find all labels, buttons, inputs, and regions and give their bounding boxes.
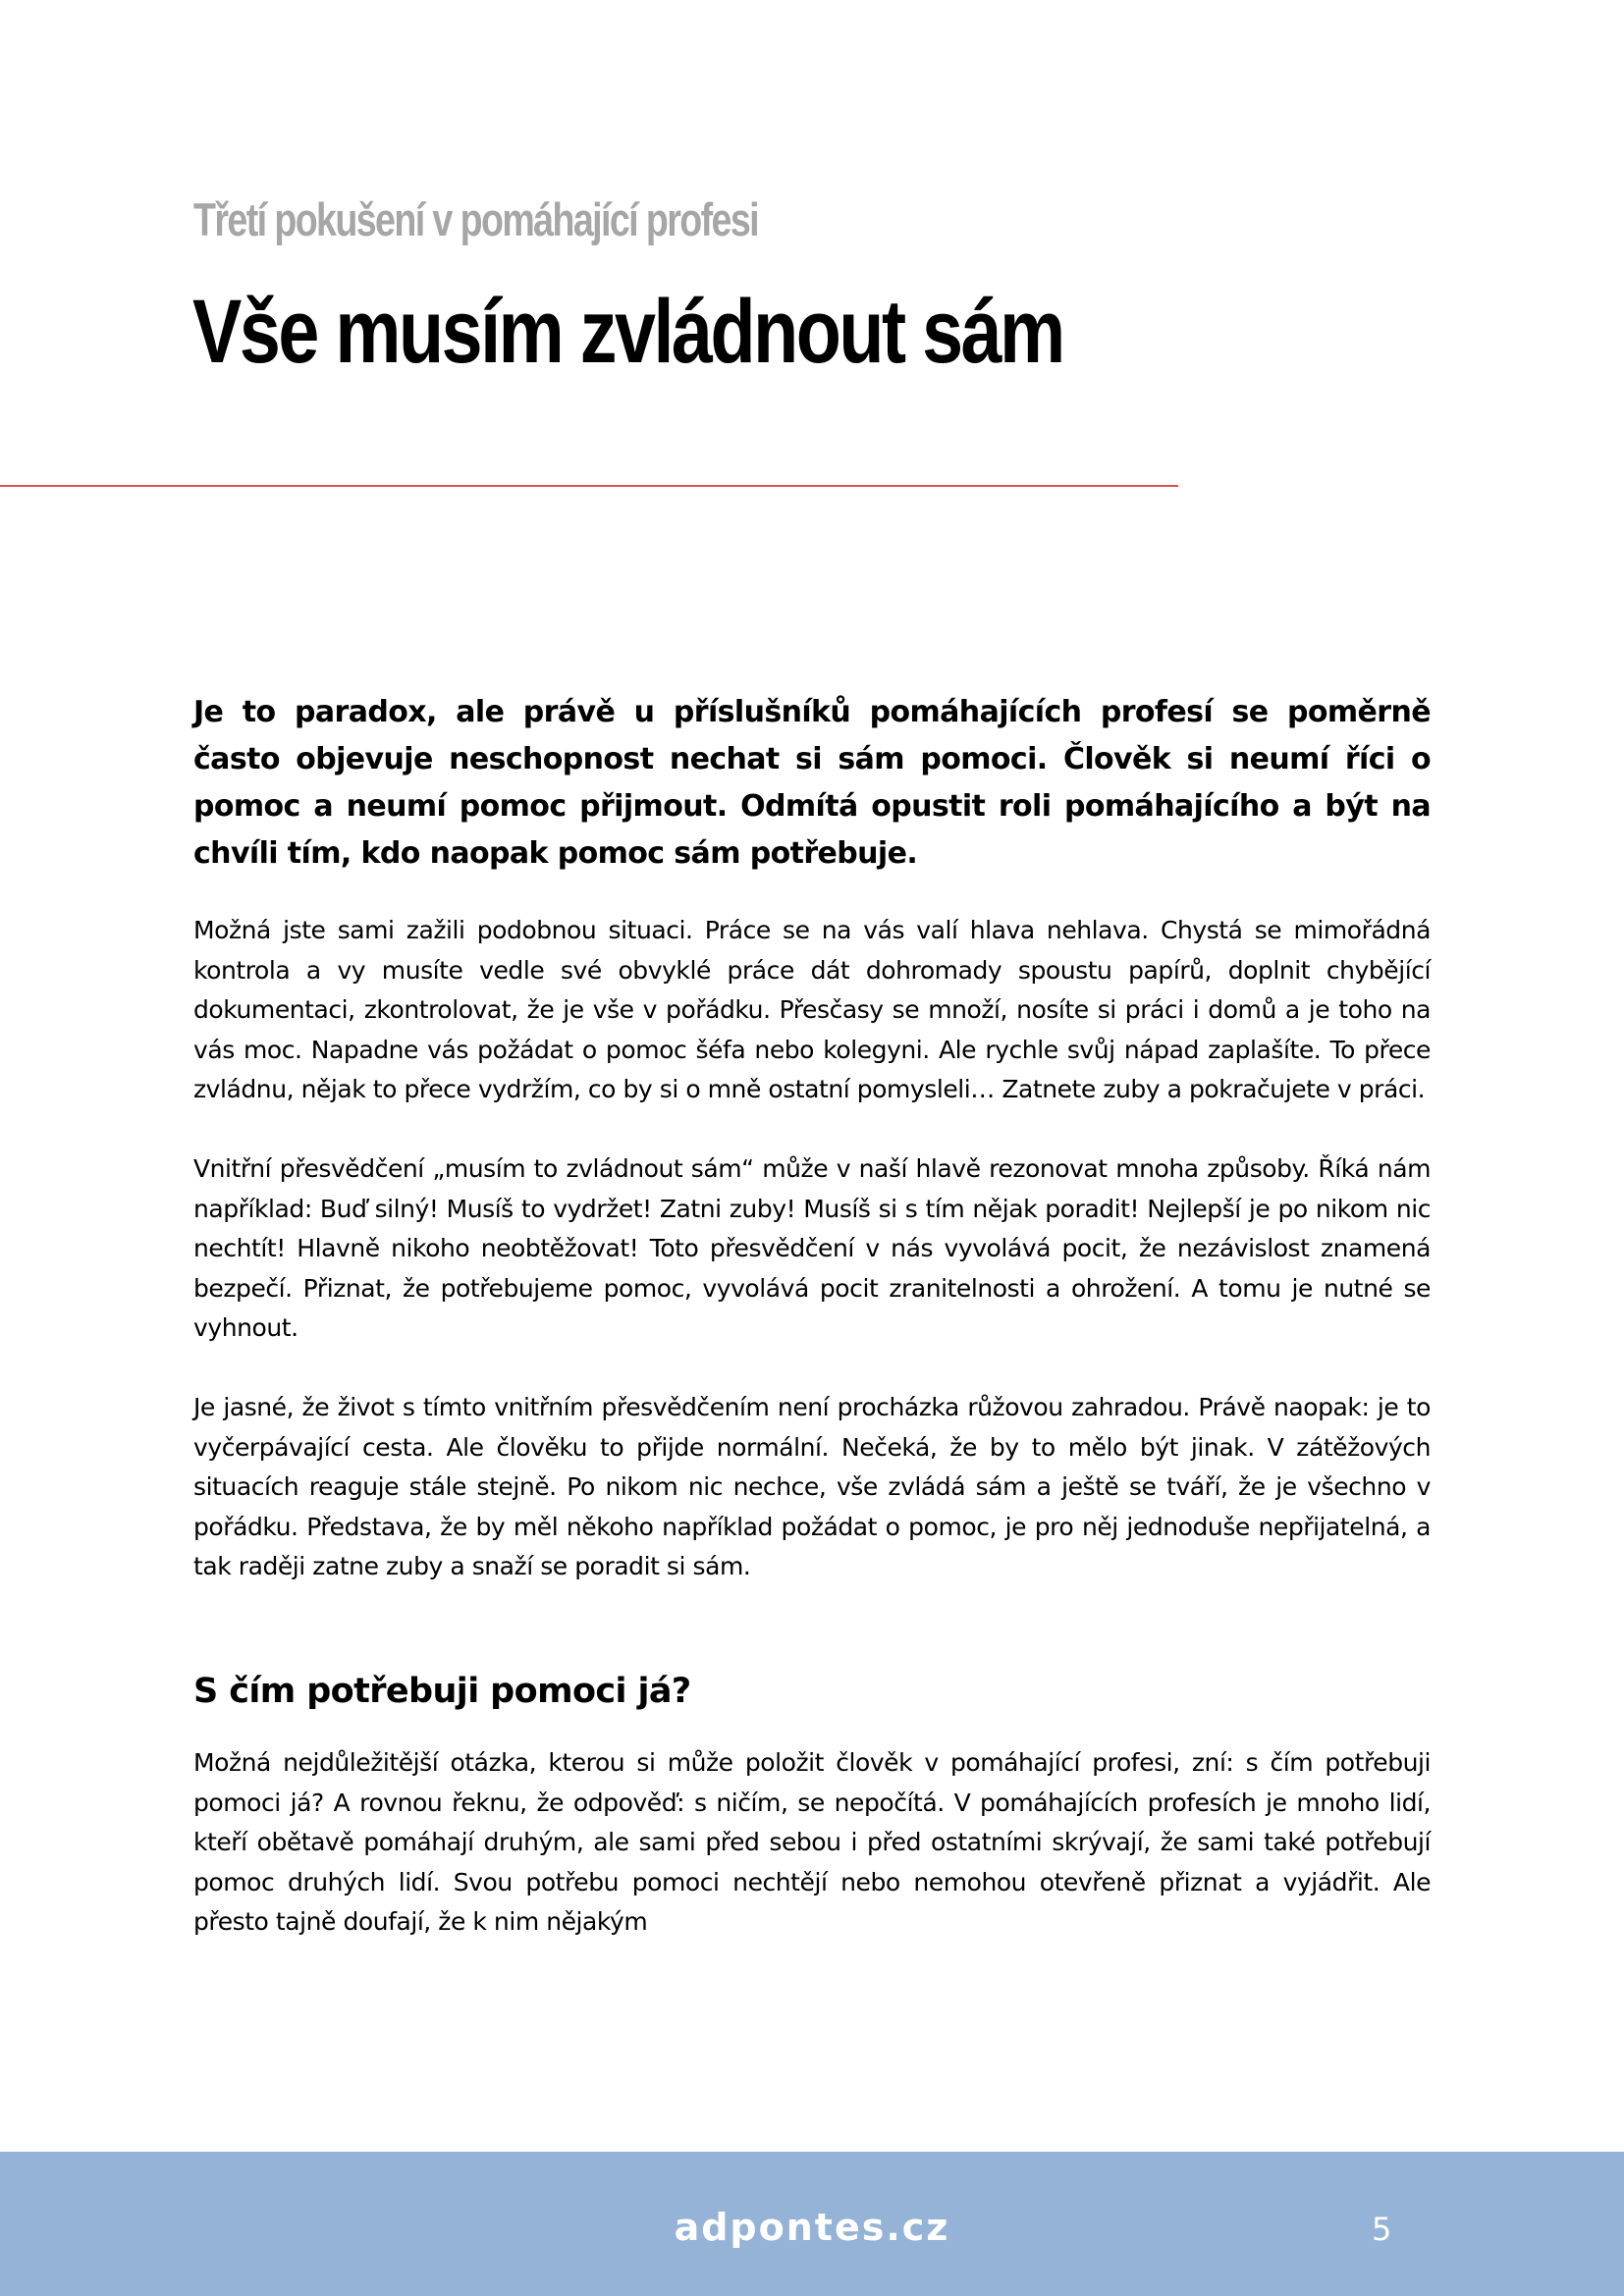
chapter-supertitle: Třetí pokušení v pomáhající profesi: [193, 193, 758, 245]
body-paragraph-2: Vnitřní přesvědčení „musím to zvládnout sám“ může v naší hlavě rezonovat mnoha způsoby. Říká nám například: Buď silný! Musíš to vydržet! Zatni zuby! Musíš si s tím nějak poradit! Nejlepší je po nikom nic nechtít! Hlavně nikoho neobtěžovat! Toto přesvědčení v nás vyvolává pocit, že nezávislost znamená bezpečí. Přiznat, že potřebujeme pomoc, vyvolává pocit zranitelnosti a ohrožení. A tomu je nutné se vyhnout.: [193, 1153, 1431, 1343]
body-paragraph-3: Je jasné, že život s tímto vnitřním přesvědčením není procházka růžovou zahradou. Právě naopak: je to vyčerpávající cesta. Ale člověku to přijde normální. Nečeká, že by to mělo být jinak. V zátěžových situacích reaguje stále stejně. Po nikom nic nechce, vše zvládá sám a ještě se tváří, že je všechno v pořádku. Představa, že by měl někoho například požádat o pomoc, je pro něj jednoduše nepřijatelná, a tak raději zatne zuby a snaží se poradit si sám.: [193, 1392, 1431, 1581]
title-divider: [0, 485, 1178, 487]
body-paragraph-1: Možná jste sami zažili podobnou situaci. Práce se na vás valí hlava nehlava. Chystá se mimořádná kontrola a vy musíte vedle své obvyklé práce dát dohromady spoustu papírů, doplnit chybějící dokumentaci, zkontrolovat, že je vše v pořádku. Přesčasy se množí, nosíte si práci i domů a je toho na vás moc. Napadne vás požádat o pomoc šéfa nebo kolegyni. Ale rychle svůj nápad zaplašíte. To přece zvládnu, nějak to přece vydržím, co by si o mně ostatní pomysleli… Zatnete zuby a pokračujete v práci.: [193, 916, 1431, 1104]
page-number: 5: [1372, 2211, 1392, 2248]
chapter-title: Vše musím zvládnout sám: [192, 282, 1063, 382]
body-paragraph-4: Možná nejdůležitější otázka, kterou si může položit člověk v pomáhající profesi, zní: s čím potřebuji pomoci já? A rovnou řeknu, že odpověď: s ničím, se nepočítá. V pomáhajících profesích je mnoho lidí, kteří obětavě pomáhají druhým, ale sami před sebou i před ostatními skrývají, že sami také potřebují pomoc druhých lidí. Svou potřebu pomoci nechtějí nebo nemohou otevřeně přiznat a vyjádřit. Ale přesto tajně doufají, že k nim nějakým: [193, 1747, 1431, 1937]
article-body: [193, 689, 1431, 1943]
lead-paragraph: Je to paradox, ale právě u příslušníků pomáhajících profesí se poměrně často objevuje neschopnost nechat si sám pomoci. Člověk si neumí říci o pomoc a neumí pomoc přijmout. Odmítá opustit roli pomáhajícího a být na chvíli tím, kdo naopak pomoc sám potřebuje.: [193, 695, 1431, 871]
footer-website: adpontes.cz: [674, 2206, 950, 2249]
page-footer: [0, 2152, 1624, 2296]
section-heading: S čím potřebuji pomoci já?: [193, 1671, 691, 1711]
